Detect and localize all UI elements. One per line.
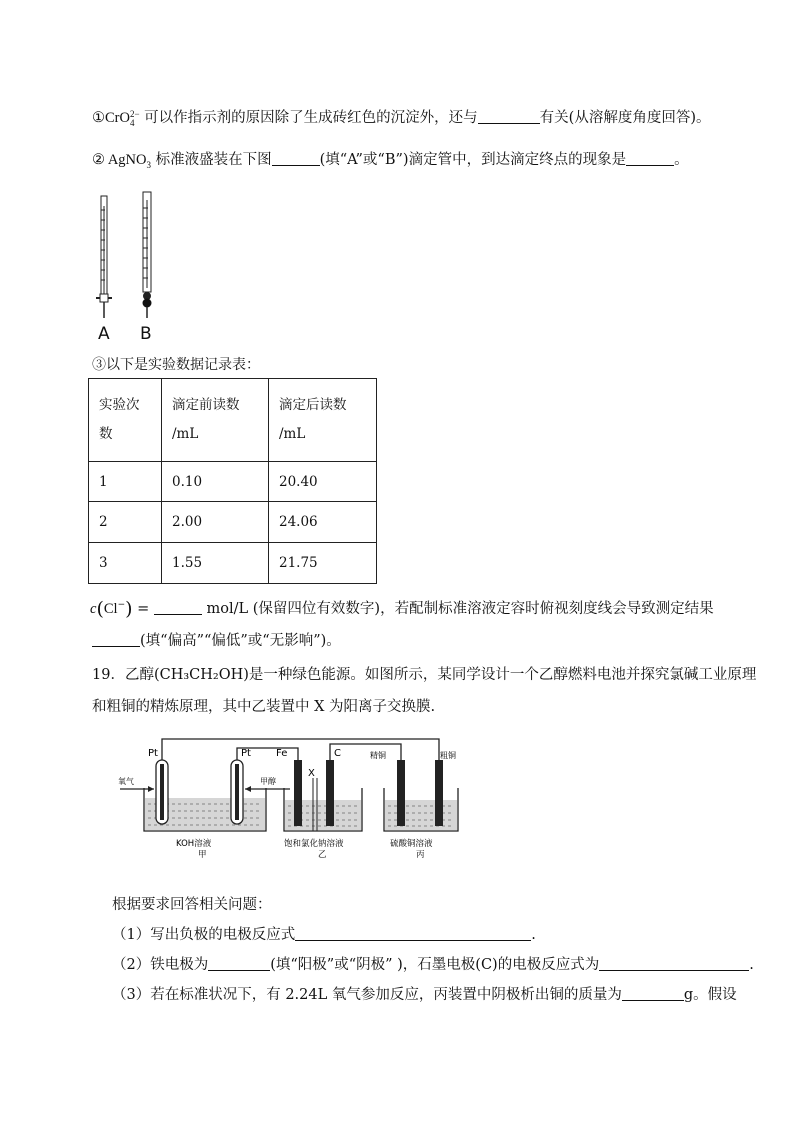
- q19-sub1: （1）写出负极的电极反应式 .: [112, 927, 536, 943]
- electrochemistry-diagram: [112, 736, 472, 861]
- table-cell: 3: [89, 543, 162, 584]
- burettes-figure: [90, 190, 170, 345]
- label-fe: Fe: [276, 748, 288, 759]
- table-row: [89, 462, 377, 502]
- answer-blank-1[interactable]: [478, 109, 540, 124]
- label-methanol: 甲醇: [260, 777, 276, 786]
- label-oxygen: 氧气: [118, 777, 134, 786]
- beaker-yi: [284, 760, 362, 831]
- label-bing: 丙: [416, 850, 425, 860]
- answer-blank-2[interactable]: [272, 151, 320, 166]
- label-pt-right: Pt: [241, 748, 251, 759]
- circle-number-2: ②: [92, 152, 105, 168]
- label-x: X: [308, 768, 315, 779]
- table-cell: 0.10: [162, 462, 269, 502]
- burette-a-label: A: [98, 324, 110, 344]
- label-cutong: 粗铜: [440, 751, 456, 760]
- table-cell: 2.00: [162, 502, 269, 543]
- table-cell: 2: [89, 502, 162, 543]
- burette-b: [143, 192, 152, 318]
- circle-number-1: ①: [92, 110, 105, 126]
- label-nacl: 饱和氯化钠溶液: [284, 839, 344, 849]
- experiment-data-table: [88, 378, 377, 584]
- q19-stem-line1: 19．乙醇(CH₃CH₂OH)是一种绿色能源。如图所示，某同学设计一个乙醇燃料电池并探究氯碱工业原理: [92, 667, 757, 683]
- silver-nitrate-formula: AgNO$_3$: [105, 152, 151, 170]
- table-cell: 1.55: [162, 543, 269, 584]
- table-row: [89, 543, 377, 584]
- beaker-bing: [384, 760, 458, 831]
- burette-b-label: B: [140, 324, 152, 344]
- answer-blank-3[interactable]: [626, 151, 674, 166]
- table-row: [89, 502, 377, 543]
- label-pt-left: Pt: [148, 748, 158, 759]
- table-header-cell: 滴定前读数 /mL: [162, 379, 269, 462]
- answer-blank-6[interactable]: [295, 926, 531, 941]
- label-yi: 乙: [318, 850, 327, 860]
- q19-stem-line2: 和粗铜的精炼原理，其中乙装置中 X 为阳离子交换膜.: [92, 699, 436, 715]
- table-cell: 1: [89, 462, 162, 502]
- q18-part3-line: ③以下是实验数据记录表：: [92, 357, 260, 373]
- q19-sub3: （3）若在标准状况下，有 2.24L 氧气参加反应，丙装置中阴极析出铜的质量为 g。假设: [112, 987, 737, 1003]
- label-jia: 甲: [198, 850, 207, 860]
- table-cell: 21.75: [269, 543, 377, 584]
- table-header-cell: 滴定后读数 /mL: [269, 379, 377, 462]
- q19-intro: 根据要求回答相关问题：: [112, 897, 272, 913]
- table-cell: 20.40: [269, 462, 377, 502]
- answer-blank-7[interactable]: [208, 956, 270, 971]
- label-koh: KOH溶液: [176, 839, 212, 849]
- table-header-row: [89, 379, 377, 462]
- answer-blank-5[interactable]: [92, 632, 140, 647]
- q18-part1-line: ①CrO 2− 4 可以作指示剂的原因除了生成砖红色的沉淀外，还与 有关(从溶解度角度回答)。: [92, 108, 711, 128]
- answer-blank-4[interactable]: [154, 600, 202, 615]
- table-cell: 24.06: [269, 502, 377, 543]
- q19-sub2: （2）铁电极为 (填“阳极”或“阴极” )，石墨电极(C)的电极反应式为 .: [112, 957, 754, 973]
- beaker-jia: [120, 760, 290, 831]
- answer-blank-8[interactable]: [599, 956, 749, 971]
- label-jingtong: 精铜: [370, 751, 386, 760]
- q18-part2-line: ② AgNO$_3$ 标准液盛装在下图 (填“A”或“B”)滴定管中，到达滴定终点的现象是 。: [92, 152, 689, 170]
- label-cuso4: 硫酸铜溶液: [390, 839, 433, 849]
- answer-blank-9[interactable]: [622, 986, 684, 1001]
- result-effect-line: (填“偏高”“偏低”或“无影响”)。: [92, 631, 341, 651]
- concentration-line: c(Cl−) = mol/L (保留四位有效数字)，若配制标准溶液定容时俯视刻度线会导致测定结果: [90, 597, 714, 620]
- chromate-formula: CrO 2− 4: [105, 108, 140, 128]
- table-header-cell: 实验次 数: [89, 379, 162, 462]
- label-c: C: [334, 748, 341, 759]
- burette-a: [96, 196, 112, 318]
